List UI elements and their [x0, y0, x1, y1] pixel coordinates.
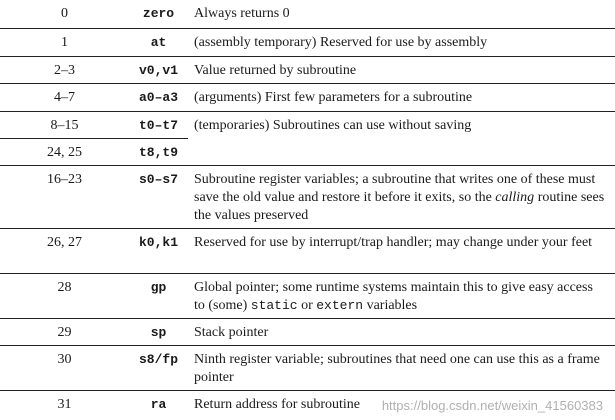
register-number: 1 [0, 28, 129, 56]
register-name: a0–a3 [129, 83, 188, 111]
register-number: 30 [0, 345, 129, 390]
register-name: s0–s7 [129, 165, 188, 228]
table-row [0, 345, 615, 390]
register-number: 4–7 [0, 83, 129, 111]
table-row [0, 0, 615, 28]
register-description: Stack pointer [188, 318, 615, 345]
register-description: (temporaries) Subroutines can use without saving [188, 111, 615, 165]
register-description: (arguments) First few parameters for a subroutine [188, 83, 615, 111]
register-description: Always returns 0 [188, 0, 615, 28]
register-description: Ninth register variable; subroutines that need one can use this as a frame pointer [188, 345, 615, 390]
register-name: gp [129, 273, 188, 318]
register-name: zero [129, 0, 188, 28]
register-name: v0,v1 [129, 56, 188, 83]
register-name: t0–t7 [138, 117, 178, 133]
register-description [188, 165, 615, 228]
description-code: extern [316, 297, 364, 313]
register-description: Return address for subroutine [194, 396, 361, 412]
register-name: t8,t9 [129, 138, 188, 165]
table-row [0, 273, 615, 318]
register-number: 2–3 [0, 56, 129, 83]
register-number: 0 [0, 0, 129, 28]
table-row [0, 56, 615, 83]
register-number: 29 [0, 318, 129, 345]
description-text: routine sees the values preserved [194, 189, 605, 223]
table-row [0, 318, 615, 345]
description-code: static [250, 297, 298, 313]
watermark-url: https://blog.csdn.net/weixin_41560383 [381, 398, 603, 413]
register-name: at [129, 28, 188, 56]
register-number: 24, 25 [0, 138, 129, 165]
register-description: (assembly temporary) Reserved for use by assembly [188, 28, 615, 56]
description-text: or [297, 297, 317, 313]
table-row [0, 28, 615, 56]
description-text: variables [363, 297, 418, 313]
register-name: ra [150, 396, 167, 412]
description-text: Subroutine register variables; a subroutine that writes one of these must save the old value and restore it before it exits, so the [194, 171, 596, 205]
register-name: k0,k1 [129, 228, 188, 273]
description-emphasis: calling [495, 189, 535, 205]
register-description [188, 273, 615, 318]
register-name: s8/fp [129, 345, 188, 390]
register-number: 31 [57, 396, 72, 412]
register-name: sp [129, 318, 188, 345]
register-number: 8–15 [50, 117, 79, 133]
register-number: 16–23 [0, 165, 129, 228]
description-text: Global pointer; some runtime systems maintain this to give easy access to (some) [194, 279, 593, 313]
register-description: Value returned by subroutine [188, 56, 615, 83]
table-row [0, 228, 615, 273]
register-number: 26, 27 [0, 228, 129, 273]
register-number: 28 [0, 273, 129, 318]
table-row [0, 111, 615, 138]
register-description: Reserved for use by interrupt/trap handler; may change under your feet [188, 228, 615, 273]
table-row [0, 83, 615, 111]
table-row [0, 165, 615, 228]
